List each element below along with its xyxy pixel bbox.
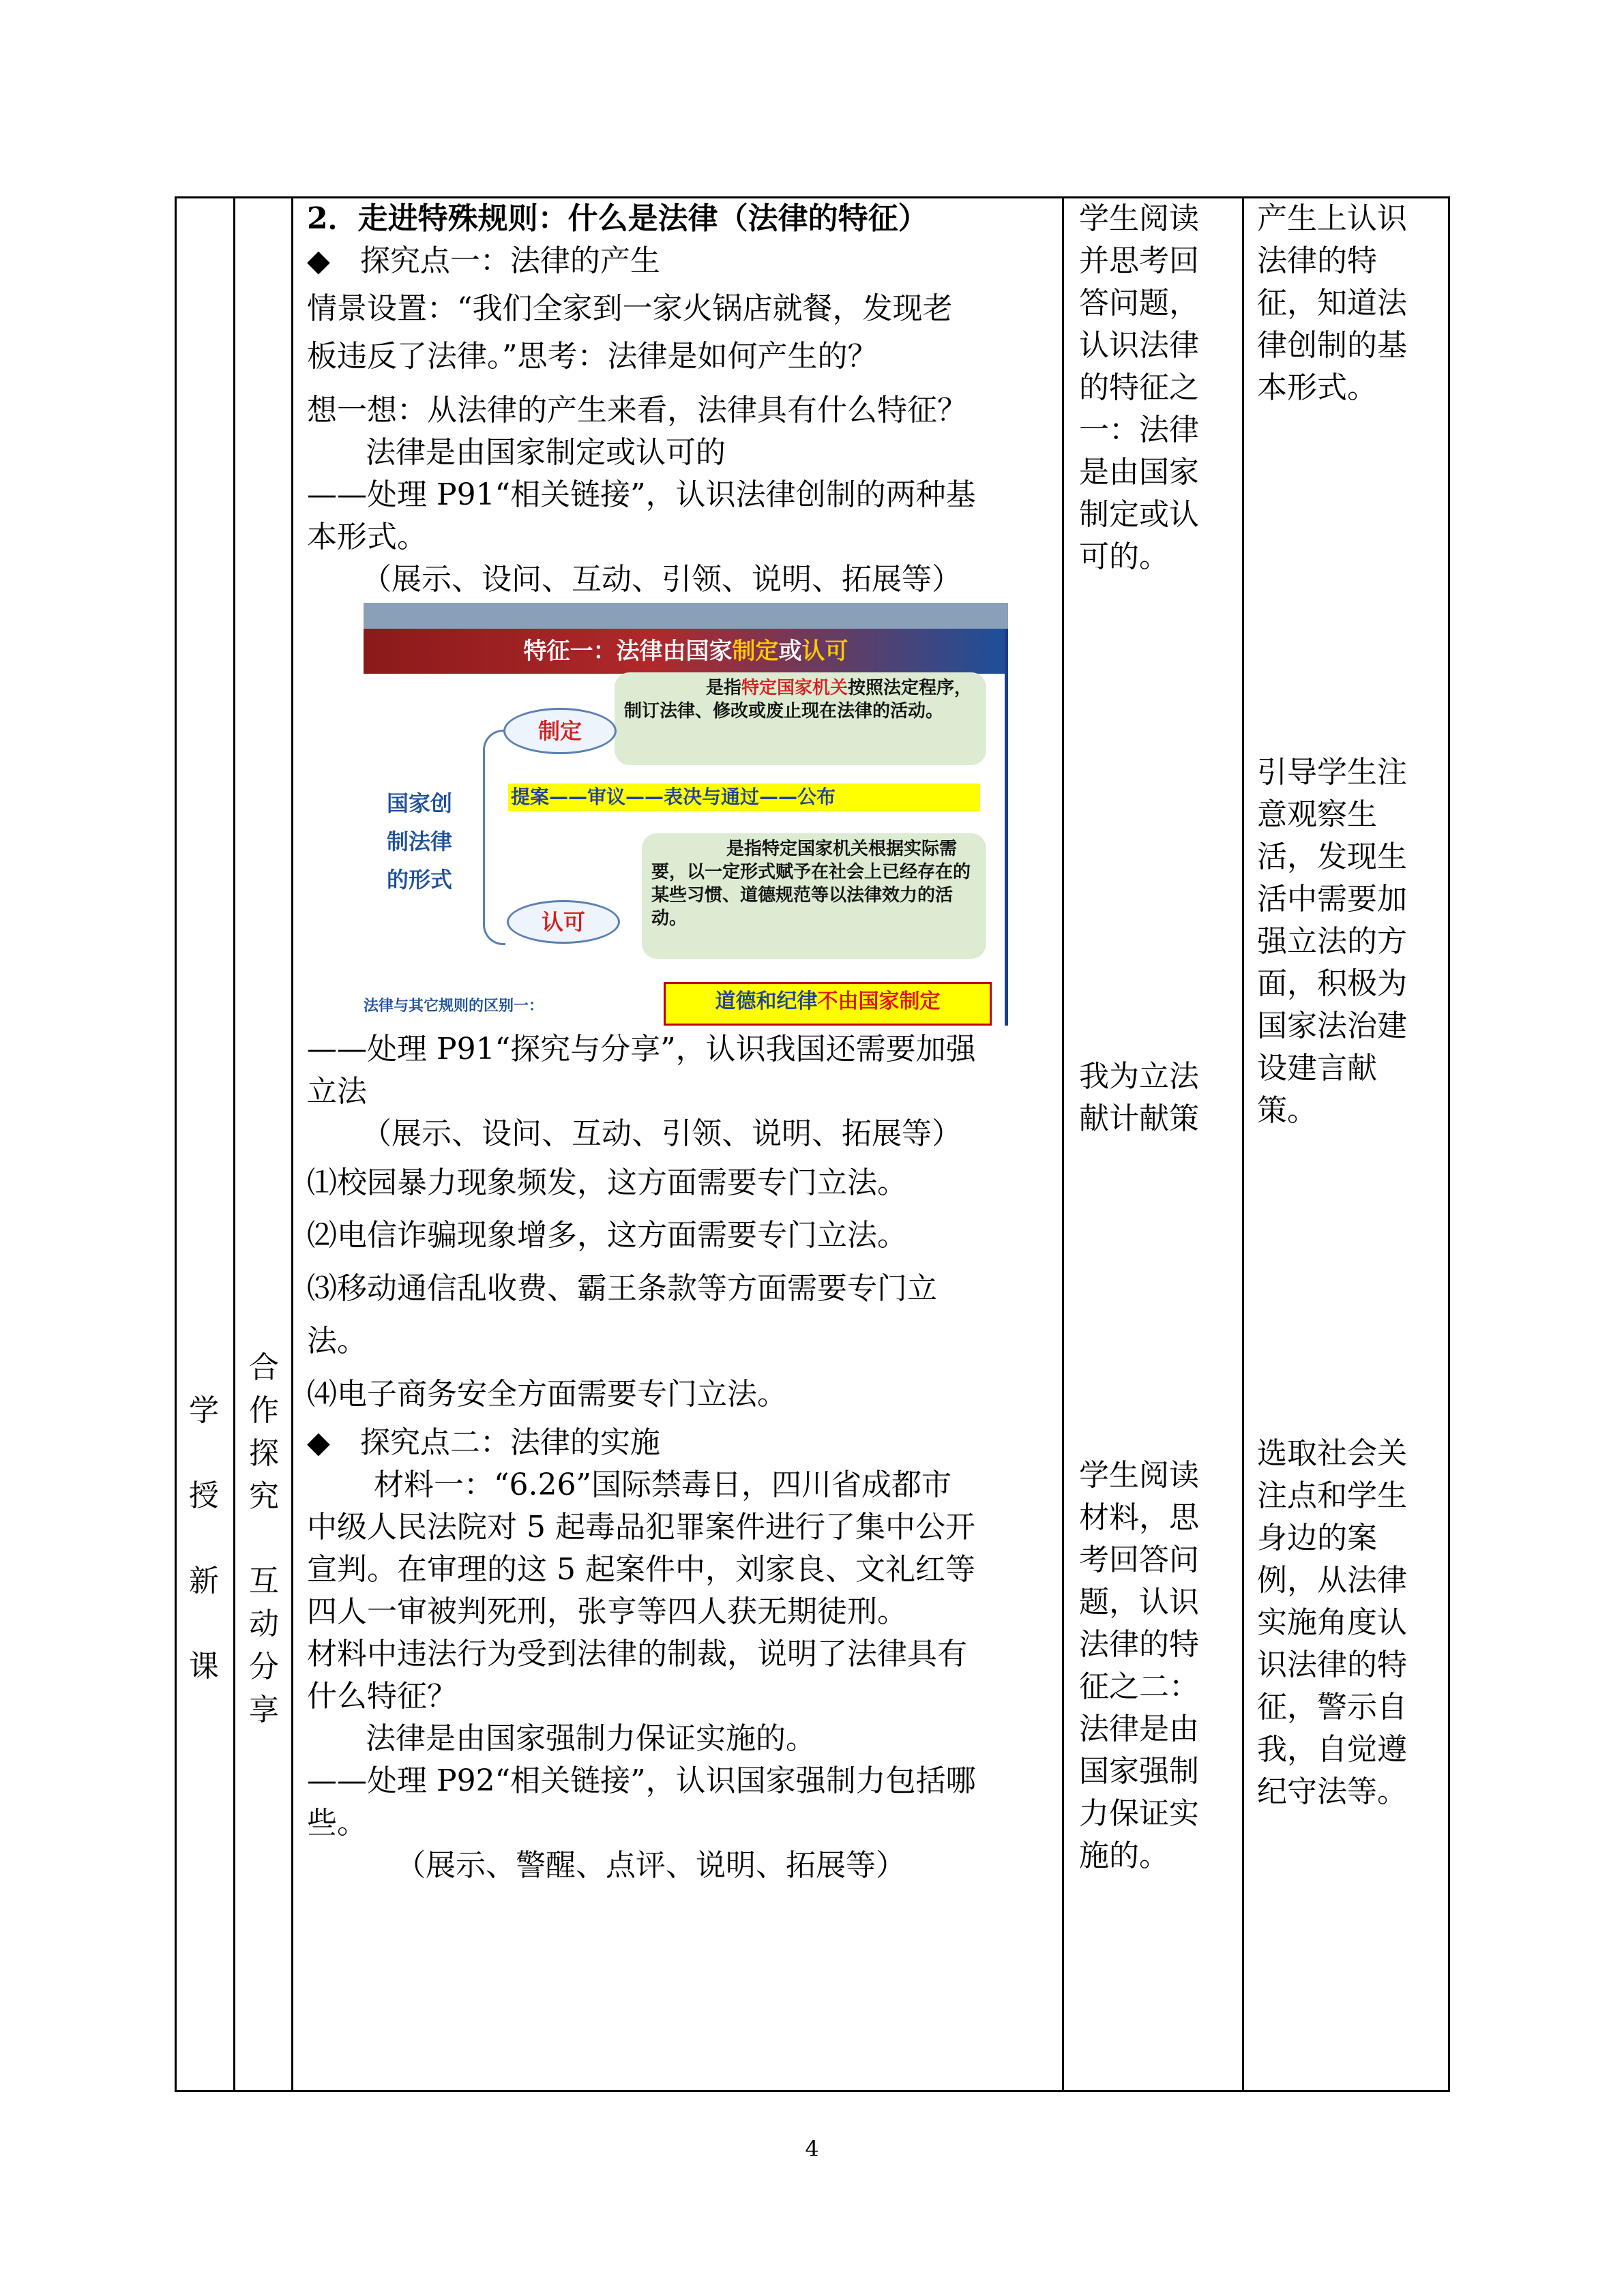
question-text: 材料中违法行为受到法律的制裁，说明了法律具有	[307, 1637, 967, 1671]
activity-char: 分	[249, 1650, 279, 1684]
methods-text: （展示、设问、互动、引领、说明、拓展等）	[361, 562, 962, 597]
col-divider-3	[1062, 196, 1064, 2092]
definition-bubble-zhiding	[615, 672, 986, 765]
definition-bubble-renke	[642, 833, 986, 959]
difference-box	[664, 982, 992, 1026]
bubble-text: 是指特定国家机关根据实际需要，以一定形式赋予在社会上已经存在的某些习惯、道德规范等以法律效力的活动。	[651, 839, 971, 929]
bubble-text: 按照法定程序，制订法律、修改或废止现在法律的活动。	[624, 678, 973, 721]
link-text: 本形式。	[307, 520, 427, 554]
cell-line: 法律的特	[1079, 1627, 1199, 1662]
form-label-line: 的形式	[387, 867, 453, 893]
stage-char: 授	[189, 1478, 219, 1513]
link-text: ——处理 P92“相关链接”，认识国家强制力包括哪	[307, 1763, 976, 1798]
activity-char: 互	[249, 1564, 279, 1598]
activity-char: 探	[249, 1436, 279, 1471]
cell-line: 产生上认识	[1257, 201, 1407, 236]
inquiry-point-1: ◆ 探究点一：法律的产生	[307, 243, 660, 278]
slide-title-part: 特征一：法律由国家	[523, 638, 733, 665]
col-divider-4	[1242, 196, 1244, 2092]
design-intent-c	[1257, 1433, 1407, 1813]
inquiry-point-2: ◆ 探究点二：法律的实施	[307, 1425, 660, 1460]
cell-line: 面，积极为	[1257, 966, 1407, 1001]
student-activity-c	[1079, 1455, 1199, 1877]
cell-line: 考回答问	[1079, 1542, 1199, 1577]
legislative-process: 提案——审议——表决与通过——公布	[508, 784, 980, 811]
scene-text: 情景设置：“我们全家到一家火锅店就餐，发现老	[307, 291, 953, 326]
answer-text: 法律是由国家制定或认可的	[366, 435, 726, 470]
scene-text: 板违反了法律。”思考：法律是如何产生的？	[307, 339, 878, 374]
design-intent-a	[1257, 198, 1407, 409]
form-label	[387, 784, 489, 899]
think-question: 想一想：从法律的产生来看，法律具有什么特征？	[307, 393, 967, 428]
cell-line: 是由国家	[1079, 455, 1199, 490]
activity-char: 享	[249, 1693, 279, 1727]
stage-char: 新	[189, 1564, 219, 1598]
activity-char: 动	[249, 1607, 279, 1641]
stage-char: 学	[189, 1393, 219, 1428]
cell-line: 征之二：	[1079, 1669, 1199, 1704]
cell-line: 我，自觉遵	[1257, 1732, 1407, 1767]
cell-line: 识法律的特	[1257, 1648, 1407, 1682]
cell-line: 设建言献	[1257, 1051, 1377, 1086]
cell-line: 纪守法等。	[1257, 1774, 1407, 1809]
cell-line: 施的。	[1079, 1838, 1169, 1873]
cell-line: 选取社会关	[1257, 1436, 1407, 1471]
cell-line: 题，认识	[1079, 1585, 1199, 1620]
material-text: 宣判。在审理的这 5 起案件中，刘家良、文礼红等	[307, 1552, 975, 1587]
cell-line: 献计献策	[1079, 1101, 1199, 1136]
difference-highlight: 不由国家制定	[817, 989, 941, 1013]
cell-line: 律创制的基	[1257, 328, 1407, 363]
activity-char: 作	[249, 1393, 279, 1428]
stage-char: 课	[189, 1649, 219, 1684]
embedded-slide	[364, 603, 1008, 1026]
list-item: 法。	[307, 1324, 367, 1358]
student-activity-b	[1079, 1056, 1199, 1140]
methods-text: （展示、设问、互动、引领、说明、拓展等）	[361, 1116, 962, 1151]
cell-line: 策。	[1257, 1093, 1317, 1128]
answer-text: 法律是由国家强制力保证实施的。	[366, 1721, 816, 1756]
link-text: ——处理 P91“相关链接”，认识法律创制的两种基	[307, 477, 976, 512]
difference-text: 道德和纪律	[715, 989, 818, 1013]
cell-line: 例，从法律	[1257, 1563, 1407, 1598]
page-number: 4	[805, 2136, 819, 2162]
student-activity-a	[1079, 198, 1199, 578]
difference-label: 法律与其它规则的区别一：	[364, 998, 544, 1015]
cell-line: 学生阅读	[1079, 1458, 1199, 1493]
cell-line: 征，警示自	[1257, 1690, 1407, 1725]
list-item: ⑶移动通信乱收费、霸王条款等方面需要专门立	[307, 1271, 937, 1306]
list-item: ⑴校园暴力现象频发，这方面需要专门立法。	[307, 1165, 907, 1200]
form-label-line: 制法律	[387, 829, 453, 854]
cell-line: 力保证实	[1079, 1796, 1199, 1831]
cell-line: 意观察生	[1257, 797, 1377, 832]
slide-top-band	[364, 603, 1008, 629]
material-text: 四人一审被判死刑，张亨等四人获无期徒刑。	[307, 1594, 907, 1629]
cell-line: 制定或认	[1079, 497, 1199, 532]
cell-line: 强立法的方	[1257, 924, 1407, 959]
cell-line: 一：法律	[1079, 413, 1199, 447]
col-divider-2	[291, 196, 293, 2092]
bubble-highlight: 特定国家机关	[741, 678, 848, 698]
slide-title-highlight: 制定	[732, 638, 779, 665]
bubble-text: 是指	[706, 678, 742, 698]
methods-text: （展示、警醒、点评、说明、拓展等）	[396, 1848, 906, 1883]
material-text: 中级人民法院对 5 起毒品犯罪案件进行了集中公开	[307, 1510, 975, 1545]
link-text: ——处理 P91“探究与分享”，认识我国还需要加强	[307, 1032, 976, 1067]
cell-line: 注点和学生	[1257, 1478, 1407, 1513]
cell-line: 活，发现生	[1257, 839, 1407, 874]
cell-line: 国家强制	[1079, 1754, 1199, 1789]
form-label-line: 国家创	[387, 790, 453, 816]
cell-line: 征，知道法	[1257, 286, 1407, 320]
link-text: 立法	[307, 1074, 367, 1109]
cell-line: 引导学生注	[1257, 755, 1407, 790]
cell-line: 活中需要加	[1257, 882, 1407, 916]
cell-line: 材料，思	[1079, 1500, 1199, 1535]
cell-line: 答问题，	[1079, 286, 1199, 320]
slide-title	[364, 629, 1008, 674]
oval-renke: 认可	[507, 900, 620, 944]
list-item: ⑷电子商务安全方面需要专门立法。	[307, 1377, 787, 1412]
activity-char: 合	[249, 1350, 279, 1385]
cell-line: 的特征之	[1079, 370, 1199, 405]
cell-line: 我为立法	[1079, 1059, 1199, 1094]
material-text: 材料一：“6.26”国际禁毒日，四川省成都市	[374, 1467, 951, 1502]
cell-line: 身边的案	[1257, 1521, 1377, 1555]
design-intent-b	[1257, 751, 1407, 1132]
slide-title-highlight: 认可	[801, 638, 848, 665]
cell-line: 可的。	[1079, 539, 1169, 574]
cell-line: 法律是由	[1079, 1712, 1199, 1746]
oval-zhiding: 制定	[503, 708, 617, 754]
list-item: ⑵电信诈骗现象增多，这方面需要专门立法。	[307, 1218, 907, 1253]
link-text: 些。	[307, 1806, 367, 1840]
activity-char: 究	[249, 1479, 279, 1514]
col-divider-1	[233, 196, 235, 2092]
cell-line: 认识法律	[1079, 328, 1199, 363]
cell-line: 国家法治建	[1257, 1009, 1407, 1043]
cell-line: 并思考回	[1079, 243, 1199, 278]
cell-line: 实施角度认	[1257, 1605, 1407, 1640]
cell-line: 学生阅读	[1079, 201, 1199, 236]
section-heading: 2．走进特殊规则：什么是法律（法律的特征）	[307, 201, 928, 236]
cell-line: 本形式。	[1257, 370, 1377, 405]
slide-title-part: 或	[778, 638, 802, 665]
slide-right-edge	[1005, 629, 1008, 1026]
question-text: 什么特征？	[307, 1679, 457, 1714]
cell-line: 法律的特	[1257, 243, 1377, 278]
